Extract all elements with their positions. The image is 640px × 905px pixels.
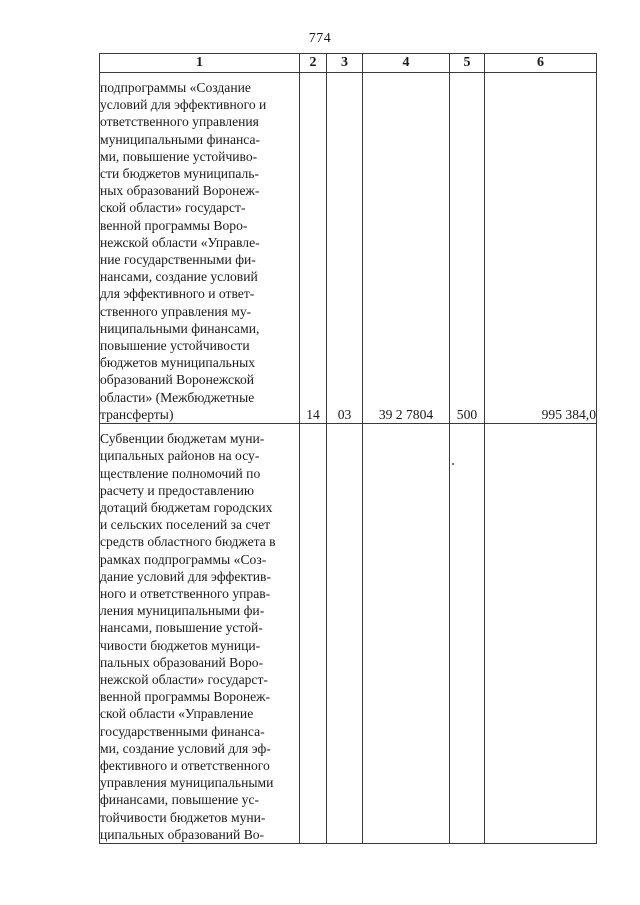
description-line: муниципальными финанса- bbox=[100, 131, 261, 147]
description-line: ской области» государст- bbox=[100, 200, 246, 216]
description-line: средств областного бюджета в bbox=[100, 534, 276, 550]
row-2-expense-type bbox=[450, 424, 485, 844]
row-2-target-article bbox=[363, 424, 450, 844]
description-line: тойчивости бюджетов муни- bbox=[100, 809, 266, 825]
description-line: бюджетов муниципальных bbox=[100, 355, 256, 371]
row-2-section-code bbox=[300, 424, 327, 844]
description-line: фективного и ответственного bbox=[100, 757, 270, 773]
row-1-subsection-code: 03 bbox=[327, 73, 363, 424]
header-col-3: 3 bbox=[327, 54, 363, 73]
description-line: ных образований Воронеж- bbox=[100, 183, 260, 199]
budget-table bbox=[99, 53, 597, 844]
page-number: 774 bbox=[308, 31, 332, 46]
description-line: Субвенции бюджетам муни- bbox=[100, 431, 265, 447]
description-line: ниципальными финансами, bbox=[100, 320, 260, 336]
description-line: подпрограммы «Создание bbox=[100, 79, 251, 95]
description-line: ской области «Управление bbox=[100, 706, 254, 722]
description-line: нансами, создание условий bbox=[100, 269, 258, 285]
description-line: дотаций бюджетам городских bbox=[100, 499, 273, 515]
description-line: управления муниципальными bbox=[100, 775, 274, 791]
description-line: венной программы Воро- bbox=[100, 217, 248, 233]
row-1-section-code: 14 bbox=[300, 73, 327, 424]
header-col-5: 5 bbox=[450, 54, 485, 73]
description-line: нежской области» государст- bbox=[100, 671, 268, 687]
table-row bbox=[100, 73, 597, 424]
description-line: ми, повышение устойчиво- bbox=[100, 148, 258, 164]
row-2-subsection-code bbox=[327, 424, 363, 844]
header-col-2: 2 bbox=[300, 54, 327, 73]
header-col-1: 1 bbox=[100, 54, 300, 73]
description-line: и сельских поселений за счет bbox=[100, 517, 271, 533]
description-line: ми, создание условий для эф- bbox=[100, 740, 271, 756]
row-1-expense-type: 500 bbox=[450, 73, 485, 424]
description-line: ществление полномочий по bbox=[100, 465, 261, 481]
row-2-description bbox=[100, 424, 300, 844]
description-line: образований Воронежской bbox=[100, 372, 255, 388]
description-line: финансами, повышение ус- bbox=[100, 792, 260, 808]
description-line: области» (Межбюджетные bbox=[100, 389, 255, 405]
table-row bbox=[100, 424, 597, 844]
description-line: ответственного управления bbox=[100, 114, 259, 130]
description-line: дание условий для эффектив- bbox=[100, 568, 271, 584]
description-line: расчету и предоставлению bbox=[100, 482, 255, 498]
description-line: рамках подпрограммы «Соз- bbox=[100, 551, 267, 567]
description-line: венной программы Воронеж- bbox=[100, 689, 271, 705]
description-line: ципальных образований Во- bbox=[100, 826, 265, 842]
scan-speck bbox=[452, 463, 454, 465]
description-line: ного и ответственного управ- bbox=[100, 585, 271, 601]
row-1-amount: 995 384,0 bbox=[485, 73, 597, 424]
description-line: сти бюджетов муниципаль- bbox=[100, 165, 260, 181]
row-1-description bbox=[100, 73, 300, 424]
description-line: трансферты) bbox=[100, 406, 174, 422]
description-line: государственными финанса- bbox=[100, 723, 265, 739]
description-line: нансами, повышение устой- bbox=[100, 620, 263, 636]
table-header-row bbox=[100, 54, 597, 73]
header-col-6: 6 bbox=[485, 54, 597, 73]
description-line: чивости бюджетов муници- bbox=[100, 637, 261, 653]
description-line: ние государственными фи- bbox=[100, 251, 256, 267]
description-line: повышение устойчивости bbox=[100, 337, 250, 353]
description-line: пальных образований Воро- bbox=[100, 654, 264, 670]
description-line: ственного управления му- bbox=[100, 303, 252, 319]
description-line: нежской области «Управле- bbox=[100, 234, 260, 250]
description-line: ципальных районов на осу- bbox=[100, 448, 260, 464]
description-line: ления муниципальными фи- bbox=[100, 603, 265, 619]
description-line: для эффективного и ответ- bbox=[100, 286, 255, 302]
row-1-target-article: 39 2 7804 bbox=[363, 73, 450, 424]
row-2-amount bbox=[485, 424, 597, 844]
description-line: условий для эффективного и bbox=[100, 97, 267, 113]
header-col-4: 4 bbox=[363, 54, 450, 73]
